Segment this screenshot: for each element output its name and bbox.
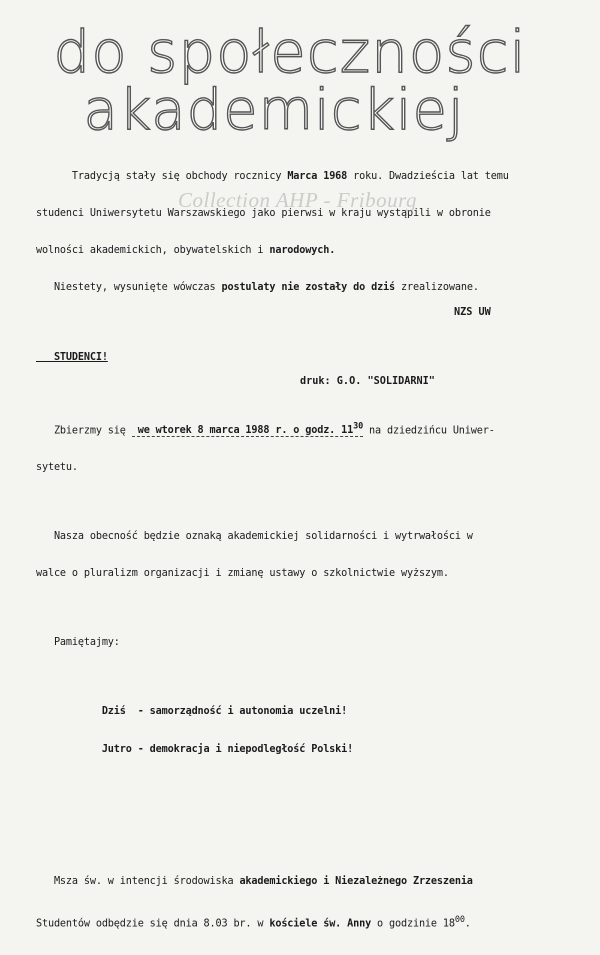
collection-watermark: Collection AHP - Fribourg bbox=[178, 188, 418, 212]
leaflet-body bbox=[36, 146, 576, 955]
studenci-text: STUDENCI! bbox=[36, 351, 108, 363]
text-run: o godzinie 18 bbox=[371, 917, 455, 929]
mass-line-2 bbox=[36, 914, 576, 931]
mass-minutes-sup: 00 bbox=[454, 914, 465, 925]
text-run: roku. Dwadzieścia lat temu bbox=[347, 170, 509, 182]
spacer bbox=[36, 813, 576, 820]
mass-bold: akademickiego i Niezależnego Zrzeszenia bbox=[239, 876, 473, 888]
text-run: na dziedzińcu Uniwer- bbox=[363, 424, 495, 436]
spacer bbox=[36, 499, 576, 506]
headline-line-1: do społeczności bbox=[53, 18, 527, 86]
paragraph-1-line-1 bbox=[36, 171, 576, 183]
march-1968-bold: Marca 1968 bbox=[287, 170, 348, 182]
text-run: Zbierzmy się bbox=[36, 424, 132, 436]
spacer bbox=[36, 606, 576, 613]
church-bold: kościele św. Anny bbox=[269, 917, 372, 929]
text-run: Msza św. w intencji środowiska bbox=[36, 876, 240, 888]
paragraph-1-line-4 bbox=[36, 282, 576, 294]
meeting-line-1 bbox=[36, 421, 576, 438]
text-run: Niestety, wysunięte wówczas bbox=[36, 282, 222, 294]
text-run: Studentów odbędzie się dnia 8.03 br. w bbox=[36, 917, 270, 929]
remember-label: Pamiętajmy: bbox=[36, 637, 120, 649]
text-run: Tradycją stały się obchody rocznicy bbox=[36, 170, 288, 182]
postulaty-bold: postulaty nie zostały do dziś bbox=[221, 282, 396, 294]
slogan-2: Jutro - demokracja i niepodległość Polski! bbox=[36, 743, 354, 755]
spacer bbox=[36, 320, 576, 327]
meeting-minutes-sup: 30 bbox=[353, 421, 364, 432]
paragraph-1-line-2: studenci Uniwersytetu Warszawskiego jako pierwsi w kraju wystąpili w obronie bbox=[36, 208, 491, 220]
headline-line-2: akademickiej bbox=[83, 78, 465, 143]
signature-printer: druk: G.O. "SOLIDARNI" bbox=[300, 376, 435, 387]
text-run: . bbox=[464, 917, 471, 929]
presence-line-1: Nasza obecność będzie oznaką akademickiej solidarności i wytrwałości w bbox=[36, 531, 473, 543]
spacer bbox=[36, 845, 576, 852]
meeting-line-2: sytetu. bbox=[36, 462, 78, 474]
meeting-date-text: we wtorek 8 marca 1988 r. o godz. 11 bbox=[131, 424, 354, 436]
signature-nzs-uw: NZS UW bbox=[454, 307, 491, 318]
spacer bbox=[36, 781, 576, 788]
spacer bbox=[36, 389, 576, 396]
mass-line-1 bbox=[36, 876, 576, 888]
slogan-1: Dziś - samorządność i autonomia uczelni! bbox=[36, 706, 348, 718]
text-run: zrealizowane. bbox=[395, 282, 479, 294]
presence-line-2: walce o pluralizm organizacji i zmianę ustawy o szkolnictwie wyższym. bbox=[36, 568, 449, 580]
studenci-heading bbox=[36, 352, 576, 364]
text-run: wolności akademickich, obywatelskich i bbox=[36, 245, 270, 257]
narodowych-bold: narodowych. bbox=[269, 245, 336, 257]
spacer bbox=[36, 675, 576, 682]
meeting-date-time bbox=[131, 421, 364, 437]
paragraph-1-line-3 bbox=[36, 245, 576, 257]
